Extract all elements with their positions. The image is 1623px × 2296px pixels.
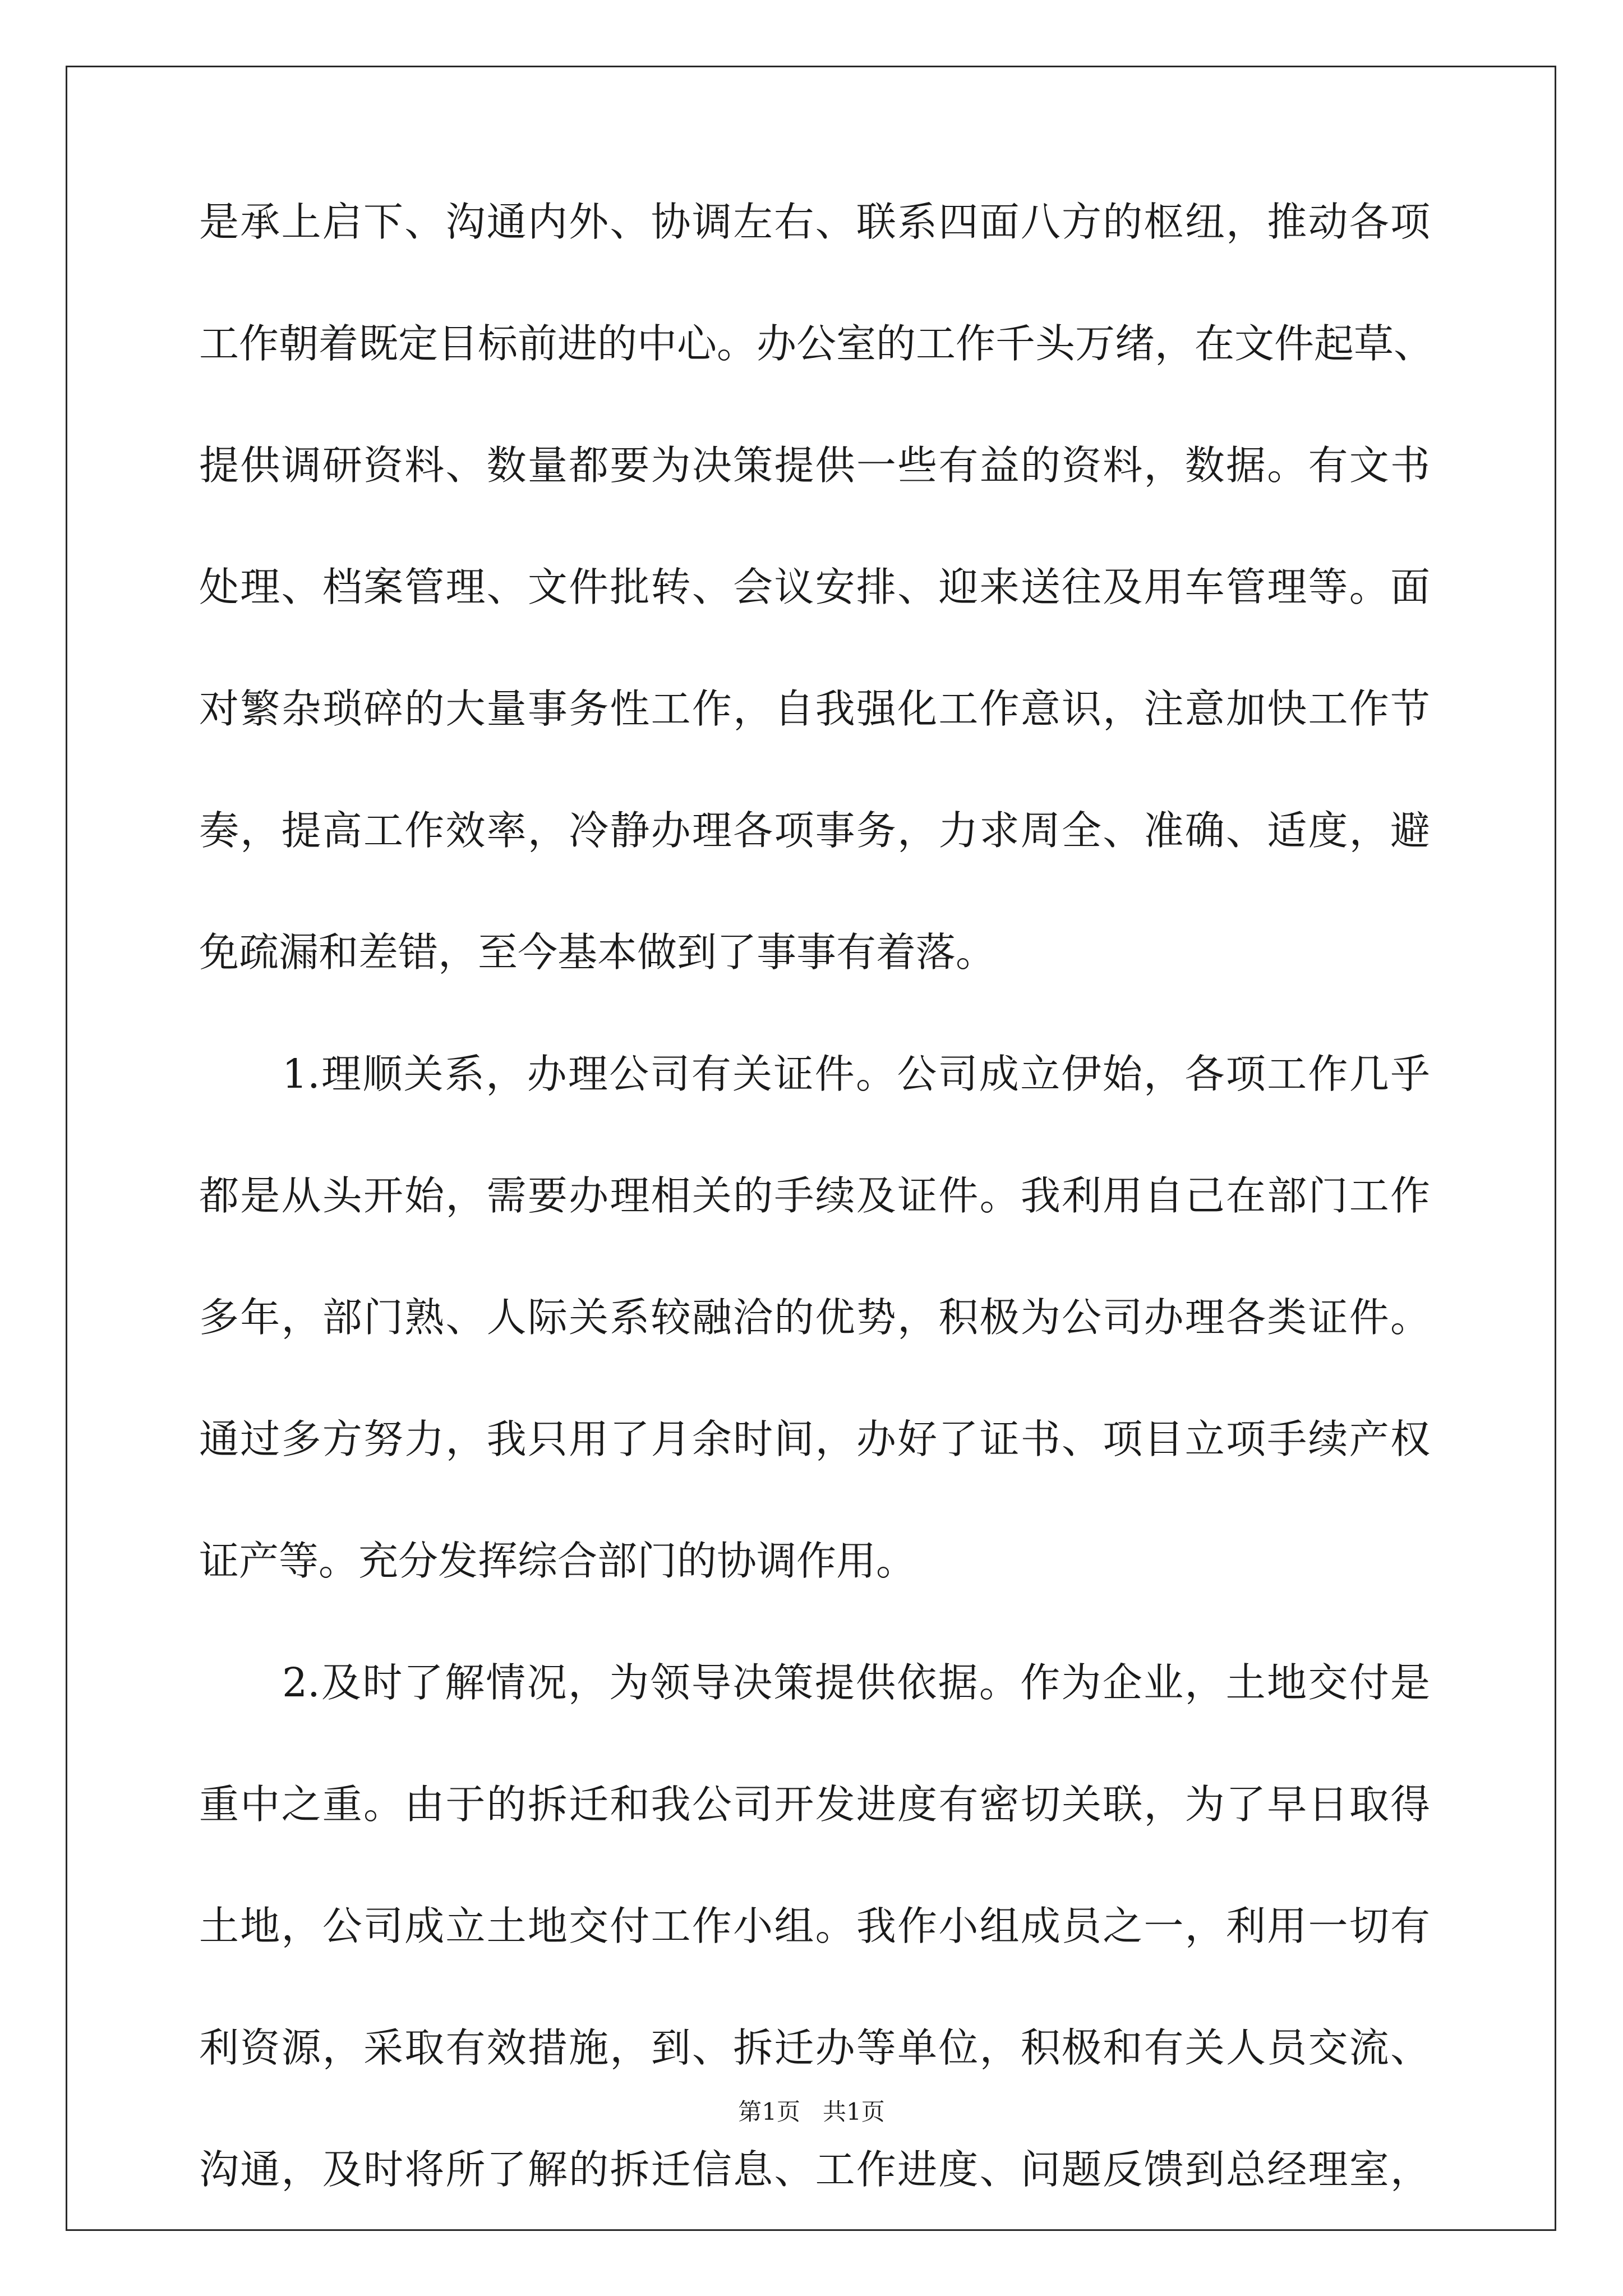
text-line: 沟通，及时将所了解的拆迁信息、工作进度、问题反馈到总经理室， <box>199 2146 1430 2193</box>
text-line: 免疏漏和差错，至今基本做到了事事有着落。 <box>199 929 996 976</box>
text-line: 多年，部门熟、人际关系较融洽的优势，积极为公司办理各类证件。 <box>199 1294 1430 1341</box>
text-line: 提供调研资料、数量都要为决策提供一些有益的资料，数据。有文书 <box>199 442 1430 489</box>
page-number: 第1页 <box>738 2098 800 2125</box>
text-line: 对繁杂琐碎的大量事务性工作，自我强化工作意识，注意加快工作节 <box>199 685 1430 732</box>
text-line: 利资源，采取有效措施，到、拆迁办等单位，积极和有关人员交流、 <box>199 2024 1430 2071</box>
text-line: 工作朝着既定目标前进的中心。办公室的工作千头万绪，在文件起草、 <box>199 320 1434 367</box>
text-line: 通过多方努力，我只用了月余时间，办好了证书、项目立项手续产权 <box>199 1416 1430 1462</box>
paragraph-start-line: 2.及时了解情况，为领导决策提供依据。作为企业，土地交付是 <box>282 1659 1430 1706</box>
text-line: 证产等。充分发挥综合部门的协调作用。 <box>199 1538 916 1584</box>
text-line: 处理、档案管理、文件批转、会议安排、迎来送往及用车管理等。面 <box>199 564 1430 610</box>
text-line: 重中之重。由于的拆迁和我公司开发进度有密切关联，为了早日取得 <box>199 1781 1430 1828</box>
text-line: 是承上启下、沟通内外、协调左右、联系四面八方的枢纽，推动各项 <box>199 199 1430 245</box>
page-total: 共1页 <box>823 2098 885 2125</box>
text-line: 土地，公司成立土地交付工作小组。我作小组成员之一，利用一切有 <box>199 1903 1430 1949</box>
paragraph-start-line: 1.理顺关系，办理公司有关证件。公司成立伊始，各项工作几乎 <box>282 1051 1430 1097</box>
footer-spacer <box>800 2098 823 2125</box>
page-footer <box>0 2100 1623 2124</box>
text-line: 都是从头开始，需要办理相关的手续及证件。我利用自己在部门工作 <box>199 1172 1430 1219</box>
text-line: 奏，提高工作效率，冷静办理各项事务，力求周全、准确、适度，避 <box>199 807 1430 854</box>
document-body <box>199 199 1434 2193</box>
